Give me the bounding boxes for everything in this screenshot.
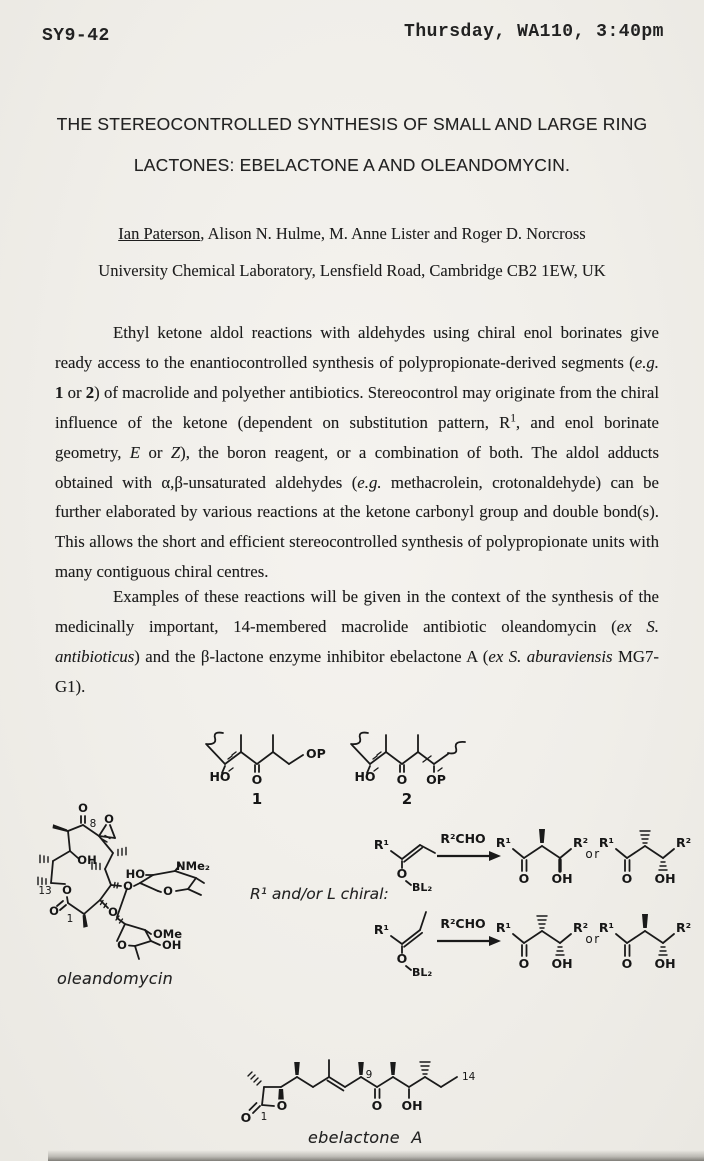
scheme2-bl2-label: BL₂	[412, 966, 433, 979]
scheme1-product-b-oh-label: OH	[654, 871, 676, 886]
scheme2-reagent-label: R²CHO	[440, 916, 486, 931]
scheme1-enol-o-label: O	[396, 866, 408, 881]
oleandrose-oh-label: OH	[162, 938, 182, 952]
scheme2-arrowhead	[489, 936, 501, 946]
scheme2-product-a-oh-label: OH	[551, 956, 573, 971]
oleandomycin-structure	[18, 793, 228, 983]
scheme1-product-b-skeleton	[616, 846, 674, 871]
scheme2-product-a-r1-label: R¹	[495, 920, 511, 935]
fragment-2-number: 2	[401, 790, 413, 808]
scheme2-product-b-oh-label: OH	[654, 956, 676, 971]
scheme2-product-b-r2-label: R²	[676, 920, 692, 935]
scheme1-product-a-o-label: O	[518, 871, 530, 886]
aldol-scheme-1	[305, 816, 700, 904]
scheme1-arrowhead	[489, 851, 501, 861]
page-title	[0, 104, 704, 186]
oleandomycin-c8-label: 8	[89, 818, 97, 830]
ebelactone-ring-o-label: O	[276, 1098, 288, 1113]
scheme2-product-b-r1-label: R¹	[598, 920, 614, 935]
scheme2-enol-o-label: O	[396, 951, 408, 966]
ebelactone-caption: ebelactone A	[308, 1128, 423, 1147]
ebelactone-ester-o-label: O	[240, 1110, 252, 1125]
scheme1-or-label: or	[585, 847, 601, 861]
fragment-2-structure	[340, 718, 490, 810]
desosamine-nme2-label: NMe₂	[176, 859, 210, 873]
oleandomycin-ketone-o-label: O	[78, 801, 88, 815]
chiral-note: R¹ and/or L chiral:	[250, 885, 389, 903]
session-code: SY9-42	[42, 26, 110, 46]
scheme2-product-b-o-label: O	[621, 956, 633, 971]
scheme2-or-label: or	[585, 932, 601, 946]
ebelactone-methyl-wedges	[294, 1062, 396, 1075]
scheme1-product-b-o-label: O	[621, 871, 633, 886]
scheme1-product-b-r2-label: R²	[676, 835, 692, 850]
scheme1-product-a-oh-label: OH	[551, 871, 573, 886]
fragment-2-ho-label: HO	[354, 769, 376, 784]
title-line-1: THE STEREOCONTROLLED SYNTHESIS OF SMALL AND LARGE RING	[56, 114, 648, 134]
scheme1-product-a-r1-label: R¹	[495, 835, 511, 850]
scheme1-reagent-label: R²CHO	[440, 831, 486, 846]
scheme1-product-b-r1-label: R¹	[598, 835, 614, 850]
oleandomycin-glycoside2-o-label: O	[108, 905, 118, 919]
scheme2-product-a-o-label: O	[518, 956, 530, 971]
scheme2-product-a-r2-label: R²	[573, 920, 589, 935]
desosamine-ho-label: HO	[125, 867, 145, 881]
scheme1-product-a-methyl-wedge	[539, 829, 545, 843]
fragment-1-op-label: OP	[306, 746, 326, 761]
scan-edge-shadow	[48, 1150, 704, 1161]
fragment-1-ho-label: HO	[209, 769, 231, 784]
oleandomycin-oh-label: OH	[77, 853, 97, 867]
ebelactone-structure	[212, 1038, 512, 1138]
scheme2-product-b-skeleton	[616, 931, 674, 956]
ebelactone-oh-label: OH	[401, 1098, 423, 1113]
oleandomycin-c1-label: 1	[66, 913, 74, 925]
scheme1-product-a-r2-label: R²	[573, 835, 589, 850]
scheme2-product-b-hashes	[659, 947, 667, 955]
schedule-info: Thursday, WA110, 3:40pm	[404, 22, 664, 42]
scheme1-bl2-label: BL₂	[412, 881, 433, 894]
fragment-2-skeleton	[351, 733, 465, 773]
fragment-1-ketone-o-label: O	[251, 772, 263, 787]
ebelactone-c14-label: 14	[462, 1071, 476, 1083]
ebelactone-ketone-o-label: O	[371, 1098, 383, 1113]
affiliation-line: University Chemical Laboratory, Lensfield Road, Cambridge CB2 1EW, UK	[98, 261, 606, 280]
scheme1-enol-r1-label: R¹	[373, 837, 389, 852]
scheme2-product-a-hashes	[537, 916, 564, 955]
abstract-paragraph-2: Examples of these reactions will be given in the context of the synthesis of the medicinally important, 14-membered macrolide antibiotic oleandomycin (ex S. antibioticus) and the β-lactone enzyme inhibitor ebelactone A (ex S. aburaviensis MG7-G1).	[55, 587, 660, 696]
oleandomycin-ring-o-label: O	[62, 883, 72, 897]
scheme1-product-a-skeleton	[513, 846, 571, 871]
oleandomycin-caption: oleandomycin	[57, 969, 174, 988]
scheme2-product-a-skeleton	[513, 931, 571, 956]
oleandomycin-ester-o-label: O	[49, 904, 59, 918]
aldol-scheme-2	[305, 901, 700, 989]
oleandrose-ring-o-label: O	[117, 938, 127, 952]
scheme2-enol-r1-label: R¹	[373, 922, 389, 937]
oleandrose-ome-label: OMe	[153, 927, 183, 941]
fragment-2-ketone-o-label: O	[396, 772, 408, 787]
scheme1-product-b-hashes	[640, 831, 667, 870]
fragment-2-op-label: OP	[426, 772, 446, 787]
fragment-1-skeleton	[206, 733, 303, 773]
ebelactone-c1-label: 1	[260, 1111, 268, 1123]
scheme2-product-b-methyl-wedge	[642, 914, 648, 928]
desosamine-ring-o-label: O	[163, 884, 173, 898]
fragment-1-number: 1	[251, 790, 263, 808]
title-line-2: LACTONES: EBELACTONE A AND OLEANDOMYCIN.	[133, 155, 571, 175]
abstract-paragraph-1: Ethyl ketone aldol reactions with aldehydes using chiral enol borinates give ready access to the enantiocontrolled synthesis of polypropionate-derived segments (e.g. 1 or 2) of macrolide and polyether antibiotics. Stereocontrol may originate from the chiral influence of the ketone (dependent on substitution pattern, $R^1$, and enol borinate geometry, E or Z), the boron reagent, or a combination of both. The aldol adducts obtained with α,β-unsaturated aldehydes (e.g. methacrolein, crotonaldehyde) can be further elaborated by various reactions at the ketone carbonyl group and double bond(s). This allows the short and efficient stereocontrolled synthesis of polypropionate units with many contiguous chiral centres.	[55, 323, 660, 582]
oleandomycin-epoxide-o-label: O	[104, 812, 114, 826]
ebelactone-methyl-hashes	[248, 1062, 430, 1085]
authors-line: Ian Paterson, Alison N. Hulme, M. Anne Lister and Roger D. Norcross	[118, 224, 586, 243]
oleandomycin-glycoside1-o-label: O	[123, 879, 133, 893]
oleandomycin-c13-label: 13	[38, 885, 52, 897]
ebelactone-c9-label: 9	[365, 1069, 373, 1081]
